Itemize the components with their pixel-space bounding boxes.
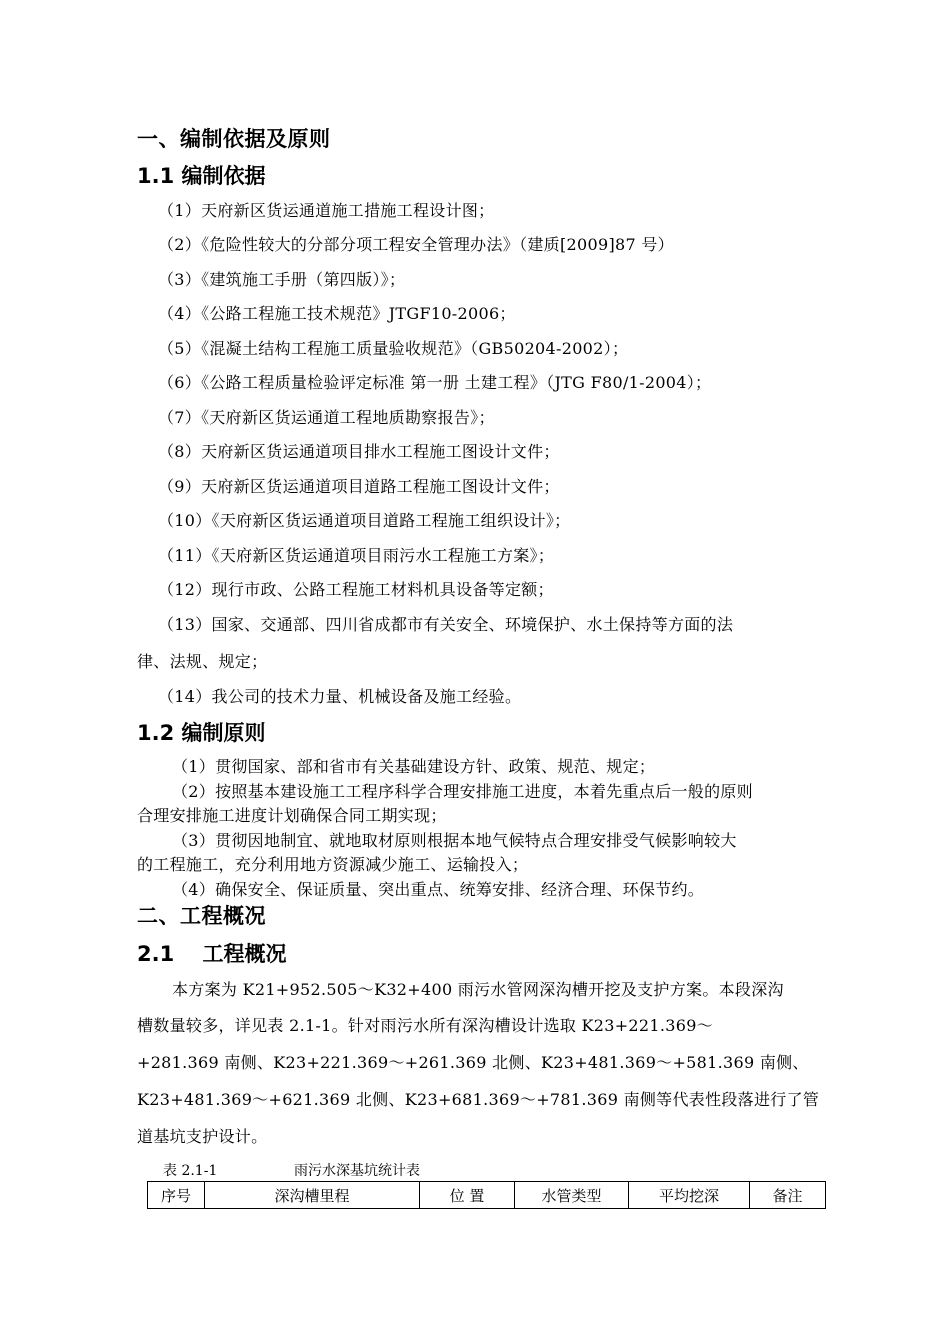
basis-item-13-cont: 律、法规、规定； <box>137 652 268 671</box>
table-header-avg-depth: 平均挖深 <box>629 1182 750 1209</box>
basis-item-12: （12）现行市政、公路工程施工材料机具设备等定额； <box>158 580 554 599</box>
principle-item-2: （2）按照基本建设施工工程序科学合理安排施工进度，本着先重点后一般的原则 <box>172 782 753 801</box>
basis-item-1: （1）天府新区货运通道施工措施工程设计图； <box>158 201 495 220</box>
table-caption-title: 雨污水深基坑统计表 <box>294 1163 420 1179</box>
principle-item-3-cont: 的工程施工，充分利用地方资源减少施工、运输投入； <box>137 855 529 874</box>
basis-item-8: （8）天府新区货运通道项目排水工程施工图设计文件； <box>158 442 560 461</box>
table-caption-number: 表 2.1-1 <box>163 1163 218 1179</box>
section-title-overview: 二、工程概况 <box>137 904 266 928</box>
subsection-title-principles: 1.2 编制原则 <box>137 721 266 745</box>
basis-item-10: （10）《天府新区货运通道项目道路工程施工组织设计》； <box>158 511 571 530</box>
basis-item-5: （5）《混凝土结构工程施工质量验收规范》（GB50204-2002）； <box>158 339 629 358</box>
basis-item-2: （2）《危险性较大的分部分项工程安全管理办法》（建质[2009]87 号） <box>158 235 674 254</box>
overview-paragraph-line-4: K23+481.369～+621.369 北侧、K23+681.369～+781.369 南侧等代表性段落进行了管 <box>137 1090 820 1109</box>
principle-item-1: （1）贯彻国家、部和省市有关基础建设方针、政策、规范、规定； <box>172 757 656 776</box>
overview-paragraph-line-5: 道基坑支护设计。 <box>137 1127 268 1146</box>
basis-item-9: （9）天府新区货运通道项目道路工程施工图设计文件； <box>158 477 560 496</box>
basis-item-13: （13）国家、交通部、四川省成都市有关安全、环境保护、水土保持等方面的法 <box>158 615 734 634</box>
subsection-title-overview: 2.1 工程概况 <box>137 942 287 966</box>
basis-item-3: （3）《建筑施工手册（第四版）》； <box>158 270 406 289</box>
overview-paragraph-line-1: 本方案为 K21+952.505～K32+400 雨污水管网深沟槽开挖及支护方案。本段深沟 <box>172 980 784 999</box>
table-header-row <box>148 1182 826 1209</box>
table-header-index: 序号 <box>148 1182 205 1209</box>
principle-item-3: （3）贯彻因地制宜、就地取材原则根据本地气候特点合理安排受气候影响较大 <box>172 831 737 850</box>
section-title-basis-principles: 一、编制依据及原则 <box>137 127 331 151</box>
table-header-position: 位 置 <box>420 1182 515 1209</box>
basis-item-7: （7）《天府新区货运通道工程地质勘察报告》； <box>158 408 495 427</box>
subsection-title-basis: 1.1 编制依据 <box>137 164 266 188</box>
basis-item-6: （6）《公路工程质量检验评定标准 第一册 土建工程》（JTG F80/1-2004）； <box>158 373 712 392</box>
stats-table <box>147 1181 826 1209</box>
basis-item-11: （11）《天府新区货运通道项目雨污水工程施工方案》； <box>158 546 555 565</box>
table-header-remarks: 备注 <box>750 1182 826 1209</box>
overview-paragraph-line-3: +281.369 南侧、K23+221.369～+261.369 北侧、K23+481.369～+581.369 南侧、 <box>137 1053 809 1072</box>
principle-item-4: （4）确保安全、保证质量、突出重点、统筹安排、经济合理、环保节约。 <box>172 880 705 899</box>
basis-item-14: （14）我公司的技术力量、机械设备及施工经验。 <box>158 687 522 706</box>
principle-item-2-cont: 合理安排施工进度计划确保合同工期实现； <box>137 806 447 825</box>
overview-paragraph-line-2: 槽数量较多，详见表 2.1-1。针对雨污水所有深沟槽设计选取 K23+221.369～ <box>137 1016 713 1035</box>
table-header-pipe-type: 水管类型 <box>515 1182 629 1209</box>
table-header-chainage: 深沟槽里程 <box>205 1182 420 1209</box>
basis-item-4: （4）《公路工程施工技术规范》JTGF10-2006； <box>158 304 516 323</box>
